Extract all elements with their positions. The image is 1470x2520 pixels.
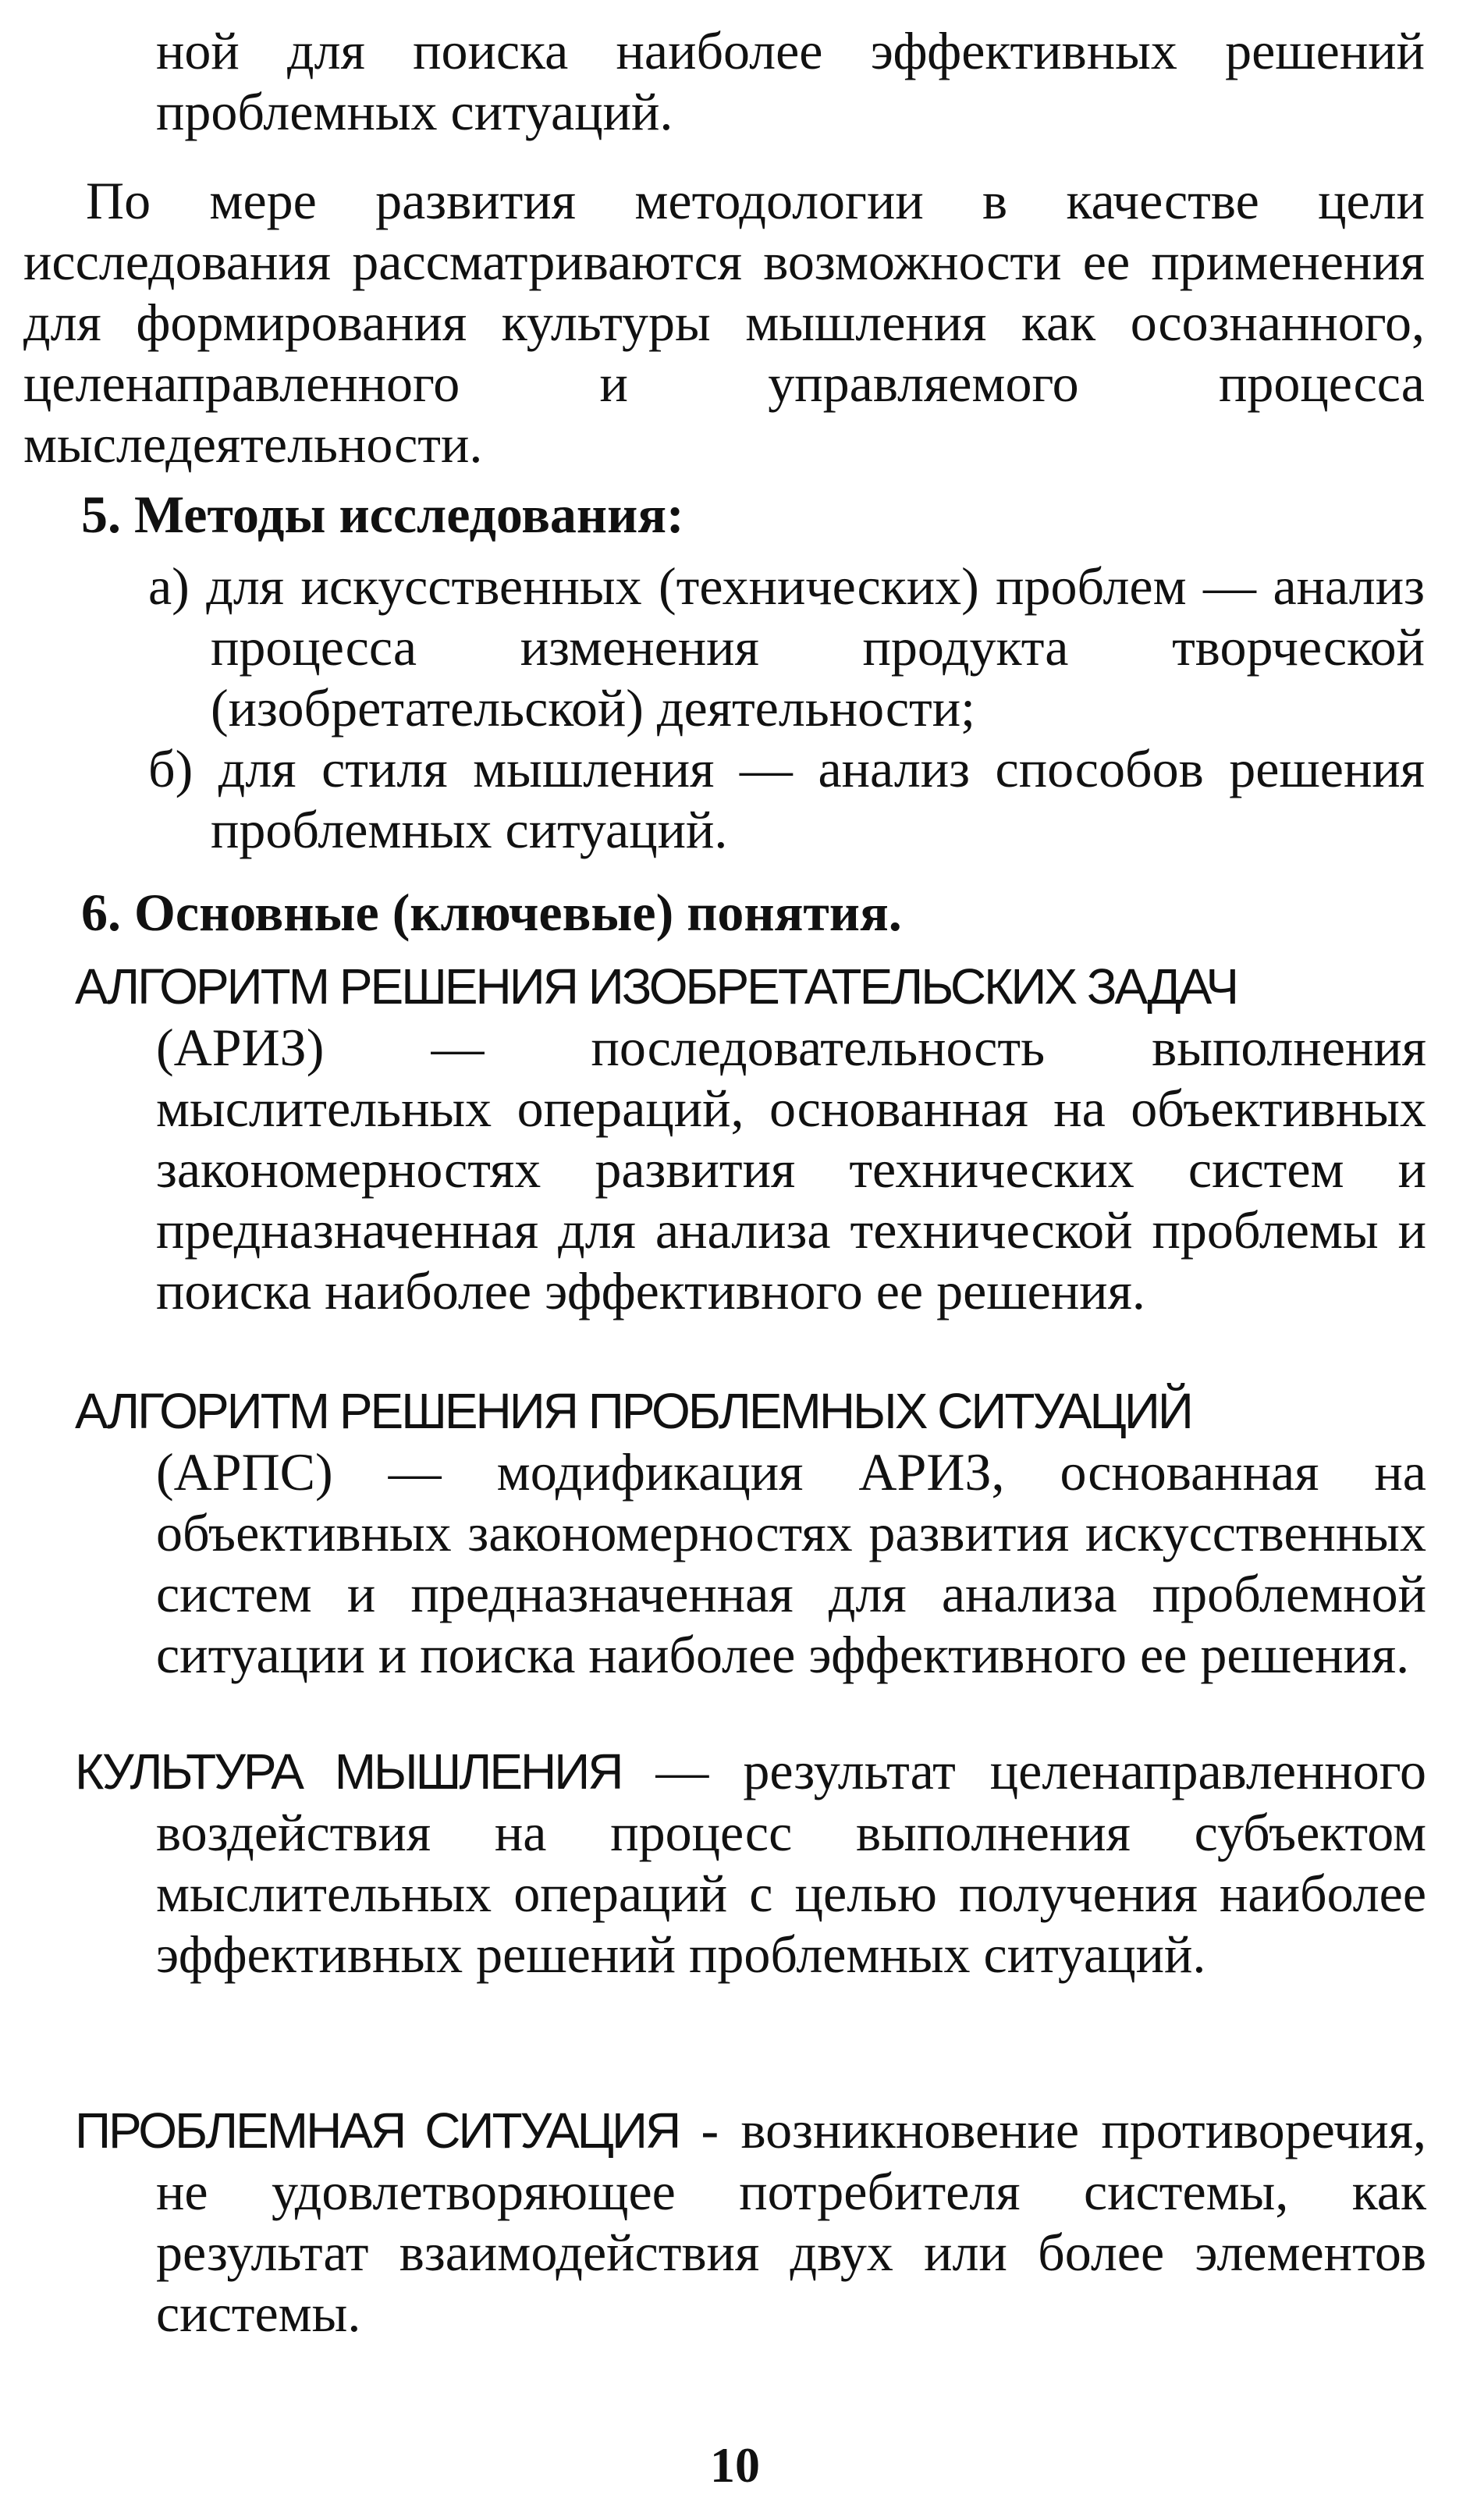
term-name: АЛГОРИТМ РЕШЕНИЯ ПРОБЛЕМНЫХ СИТУАЦИЙ	[75, 1383, 1191, 1439]
continuation-text: ной для поиска наиболее эффективных решений проблемных ситуаций.	[156, 21, 1425, 141]
method-item-b: б) для стиля мышления — анализ способов решения проблемных ситуаций.	[148, 739, 1425, 859]
term-name: АЛГОРИТМ РЕШЕНИЯ ИЗОБРЕТАТЕЛЬСКИХ ЗАДАЧ	[75, 958, 1237, 1015]
term-definition: (АРИЗ) — последовательность выполнения мыслительных операций, основанная на объективных закономерностях развития технических систем и предназначенная для анализа технической проблемы и поиска наиболее эффективного ее решения.	[156, 1018, 1426, 1320]
term-thinking-culture	[75, 1740, 1426, 1985]
section-5-heading: 5. Методы исследования:	[81, 485, 684, 544]
term-definition: — результат целенаправленного воздействия на процесс выполнения субъектом мыслительных операций с целью получения наиболее эффективных решений проблемных ситуаций.	[156, 1741, 1426, 1984]
term-arps	[75, 1380, 1426, 1685]
term-name: ПРОБЛЕМНАЯ СИТУАЦИЯ	[75, 2102, 680, 2159]
term-ariz	[75, 955, 1426, 1321]
term-definition: - возникновение противоречия, не удовлетворяющее потребителя системы, как результат взаимодействия двух или более элементов системы.	[156, 2100, 1427, 2343]
method-item-a: а) для искусственных (технических) проблем — анализ процесса изменения продукта творческой (изобретательской) деятельности;	[148, 556, 1425, 738]
term-problem-situation	[75, 2099, 1426, 2344]
page-number: 10	[710, 2437, 760, 2493]
term-name: КУЛЬТУРА МЫШЛЕНИЯ	[75, 1743, 622, 1800]
term-definition: (АРПС) — модификация АРИЗ, основанная на объективных закономерностях развития искусственных систем и предназначенная для анализа проблемной ситуации и поиска наиболее эффективного ее решения.	[156, 1442, 1426, 1684]
section-6-heading: 6. Основные (ключевые) понятия.	[81, 883, 902, 942]
methodology-paragraph: По мере развития методологии в качестве цели исследования рассматриваются возможности ее применения для формирования культуры мышления как осознанного, целенаправленного и управляемого процесса мыследеятельности.	[23, 171, 1425, 474]
